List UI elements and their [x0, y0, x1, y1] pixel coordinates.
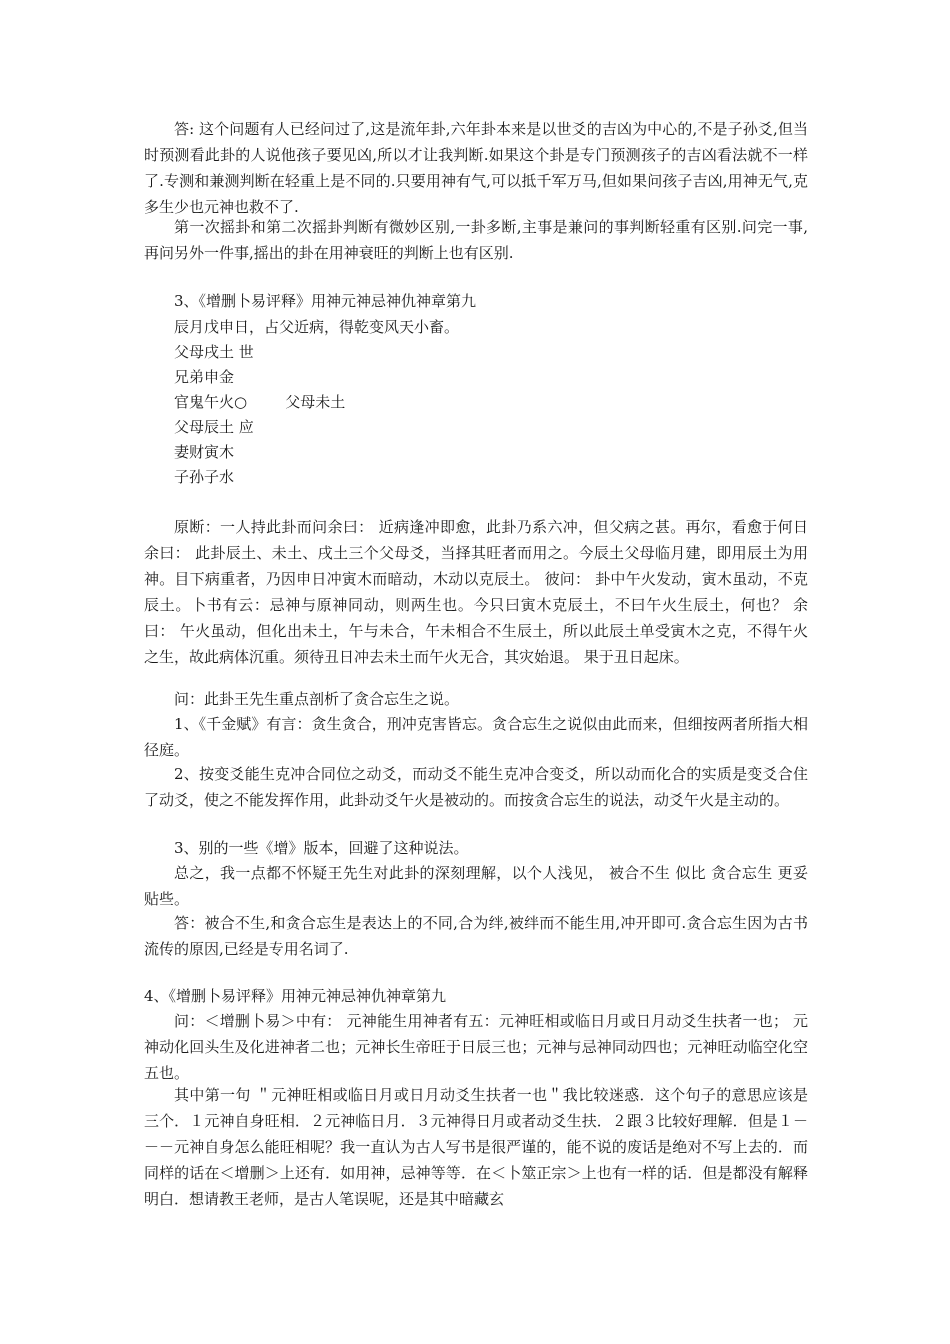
hexagram-line: 子孙子水 [174, 468, 235, 486]
question-text: 问：此卦王先生重点剖析了贪合忘生之说。 [174, 690, 460, 708]
original-judgment: 原断：一人持此卦而问余曰： 近病逢冲即愈，此卦乃系六冲，但父病之甚。再尔，看愈于何日 余曰： 此卦辰土、未土、戌土三个父母爻，当择其旺者而用之。今辰土父母临月建，即用辰土为用神。目下病重者，乃因申日冲寅木而暗动，木动以克辰土。 彼问： 卦中午火发动，寅木虽动，不克辰土。卜书有云：忌神与原神同动，则两生也。今只曰寅木克辰土，不曰午火生辰土，何也？ 余曰： 午火虽动，但化出未土，午与未合，午未相合不生辰土，所以此辰土单受寅木之克，不得午火之生，故此病体沉重。须待丑日冲去未土而午火无合，其灾始退。 果于丑日起床。 [144, 518, 808, 666]
summary-paragraph: 总之，我一点都不怀疑王先生对此卦的深刻理解，以个人浅见， 被合不生 似比 贪合忘生 更妥贴些。 [144, 864, 808, 908]
divination-intro: 辰月戊申日，占父近病，得乾变风天小畜。 [174, 318, 460, 336]
answer-paragraph-3: 答：被合不生,和贪合忘生是表达上的不同,合为绊,被绊而不能生用,冲开即可.贪合忘生因为古书流传的原因,已经是专用名词了. [144, 914, 808, 958]
question-paragraph-4: 问：＜增删卜易＞中有： 元神能生用神者有五：元神旺相或临日月或日月动爻生扶者一也； 元神动化回头生及化进神者二也；元神长生帝旺于日辰三也；元神与忌神同动四也；元神旺动临空化空五也。 [144, 1012, 808, 1082]
hexagram-line: 父母辰土 应 [174, 418, 254, 436]
hexagram-line: 官鬼午火○ 父母未土 [174, 393, 346, 411]
answer-paragraph-2: 第一次摇卦和第二次摇卦判断有微妙区别,一卦多断,主事是兼问的事判断轻重有区别.问完一事,再问另外一件事,摇出的卦在用神衰旺的判断上也有区别. [144, 218, 808, 262]
point-1: 1、《千金赋》有言：贪生贪合，刑冲克害皆忘。贪合忘生之说似由此而来，但细按两者所指大相径庭。 [144, 715, 808, 759]
hexagram-line: 兄弟申金 [174, 368, 235, 386]
answer-paragraph-1: 答: 这个问题有人已经问过了,这是流年卦,六年卦本来是以世爻的吉凶为中心的,不是子孙爻,但当时预测看此卦的人说他孩子要见凶,所以才让我判断.如果这个卦是专门预测孩子的吉凶看法就不一样了.专测和兼测判断在轻重上是不同的.只要用神有气,可以抵千军万马,但如果问孩子吉凶,用神无气,克多生少也元神也救不了. [144, 120, 808, 216]
point-2: 2、按变爻能生克冲合同位之动爻，而动爻不能生克冲合变爻，所以动而化合的实质是变爻合住了动爻，使之不能发挥作用，此卦动爻午火是被动的。而按贪合忘生的说法，动爻午火是主动的。 [144, 765, 808, 809]
detail-paragraph-4: 其中第一句 ＂元神旺相或临日月或日月动爻生扶者一也＂我比较迷惑．这个句子的意思应该是三个．１元神自身旺相．２元神临日月．３元神得日月或者动爻生扶．２跟３比较好理解．但是１－－－元神自身怎么能旺相呢？我一直认为古人写书是很严谨的，能不说的废话是绝对不写上去的．而同样的话在＜增删＞上还有．如用神，忌神等等．在＜卜筮正宗＞上也有一样的话．但是都没有解释明白．想请教王老师，是古人笔误呢，还是其中暗藏玄 [144, 1086, 808, 1208]
point-3: 3、别的一些《增》版本，回避了这种说法。 [174, 839, 469, 857]
hexagram-line: 父母戌土 世 [174, 343, 254, 361]
section-3-heading: 3、《增删卜易评释》用神元神忌神仇神章第九 [174, 292, 477, 310]
hexagram-line: 妻财寅木 [174, 443, 235, 461]
section-4-heading: 4、《增删卜易评释》用神元神忌神仇神章第九 [144, 987, 447, 1005]
